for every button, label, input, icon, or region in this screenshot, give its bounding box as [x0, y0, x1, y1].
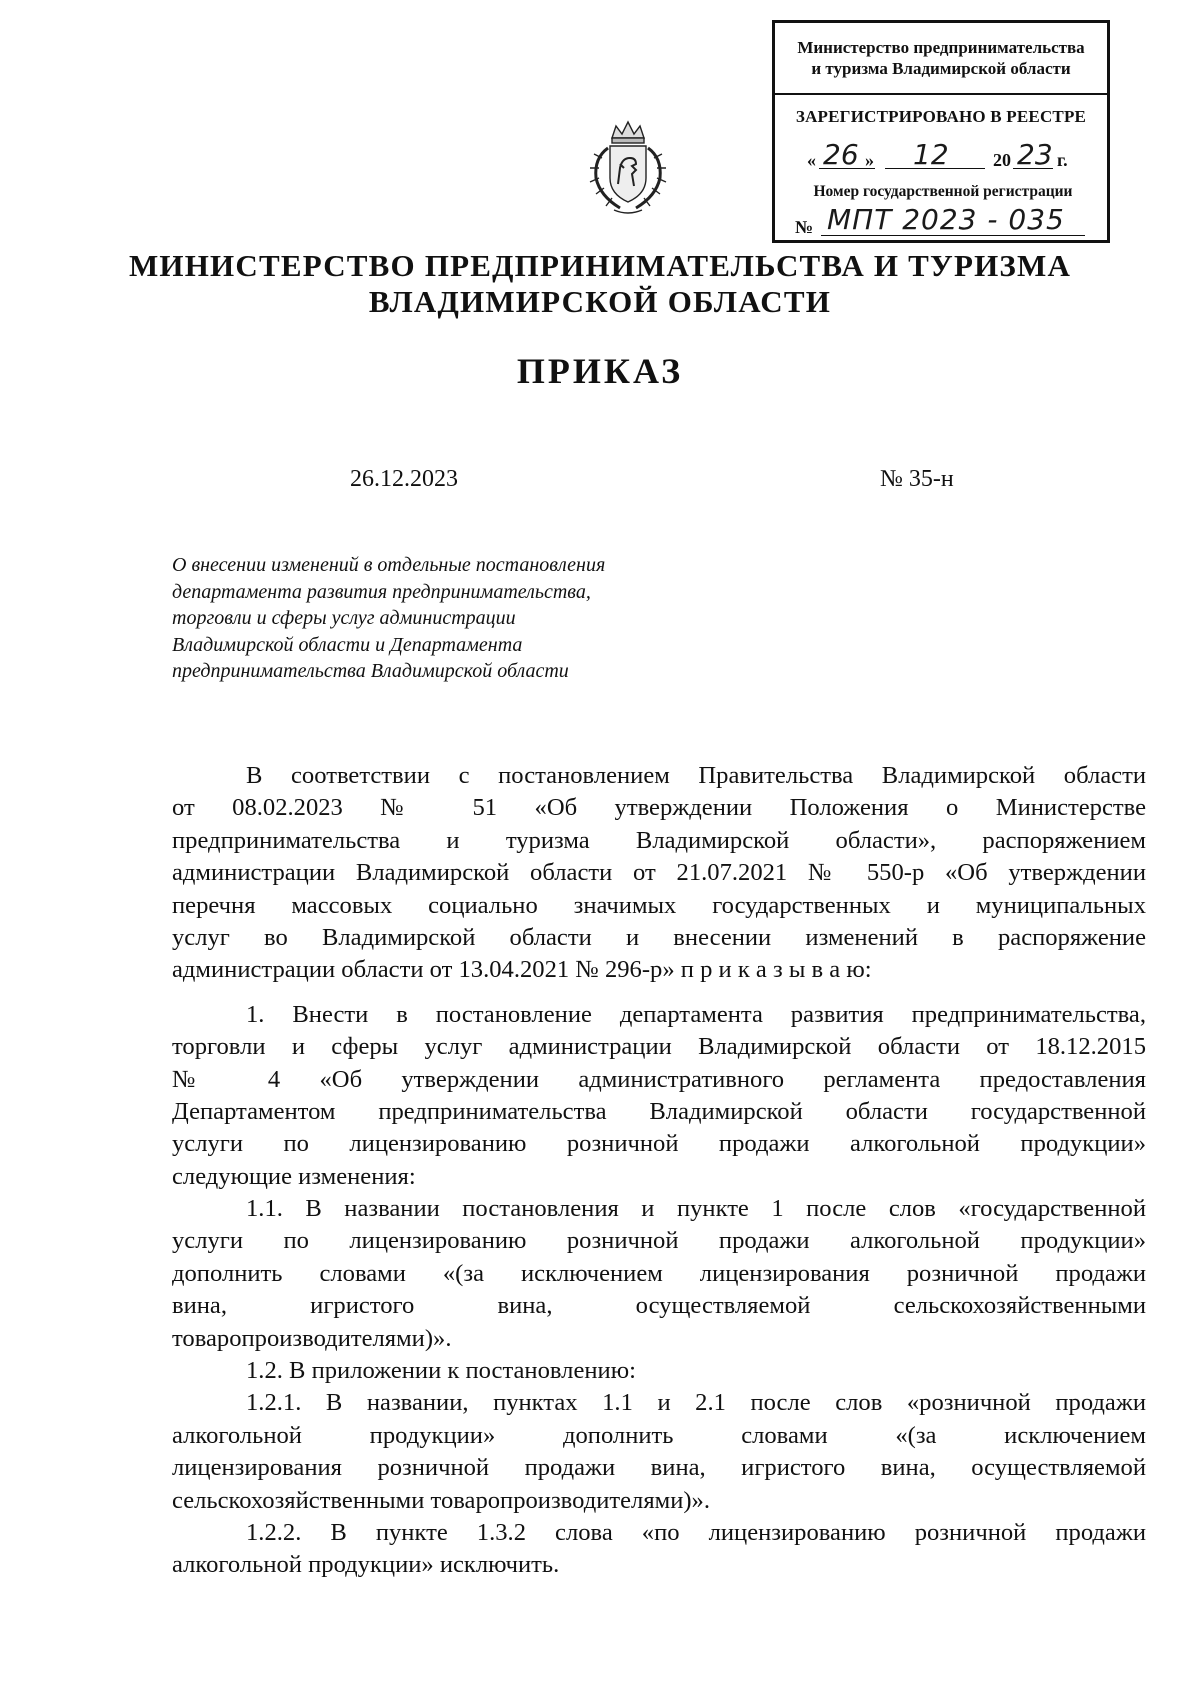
document-type-title: ПРИКАЗ [516, 351, 684, 391]
body-line: администрации области от 13.04.2021 № 296-р» п р и к а з ы в а ю: [172, 956, 872, 984]
body-line: торговли и сферы услуг администрации Владимирской области от 18.12.2015 [172, 1033, 1146, 1061]
body-line: услуги по лицензированию розничной продажи алкогольной продукции» [172, 1130, 1146, 1158]
stamp-year-prefix: 20 [993, 150, 1011, 170]
body-line: 1.1. В названии постановления и пункте 1 после слов «государственной [246, 1195, 1146, 1223]
body-line: сельскохозяйственными товаропроизводителями)». [172, 1486, 710, 1514]
item-1-2-2-paragraph [172, 1517, 1146, 1582]
stamp-year-mark: г. [1057, 150, 1068, 170]
body-line: лицензирования розничной продажи вина, игристого вина, осуществляемой [172, 1454, 1146, 1482]
stamp-number-sign: № [795, 217, 814, 237]
stamp-registered-label: ЗАРЕГИСТРИРОВАНО В РЕЕСТРЕ [795, 107, 1087, 126]
order-body [172, 760, 1146, 1582]
body-line: перечня массовых социально значимых государственных и муниципальных [172, 891, 1146, 919]
item-1-2-paragraph [172, 1355, 1146, 1387]
body-line: вина, игристого вина, осуществляемой сельскохозяйственными [172, 1292, 1146, 1320]
order-date: 26.12.2023 [350, 466, 458, 492]
body-line: предпринимательства и туризма Владимирской области», распоряжением [172, 826, 1146, 854]
body-line: 1.2. В приложении к постановлению: [246, 1357, 636, 1385]
body-line: 1. Внести в постановление департамента развития предпринимательства, [246, 1000, 1146, 1028]
stamp-number-line [789, 203, 1099, 243]
body-line: алкогольной продукции» дополнить словами «(за исключением [172, 1421, 1146, 1449]
stamp-date-line: « 26 » 12 20 23 г. [807, 138, 1068, 171]
body-line: администрации Владимирской области от 21.07.2021 № 550-р «Об утверждении [172, 859, 1146, 887]
preamble-paragraph [172, 760, 1146, 987]
stamp-day: 26 [823, 138, 859, 171]
body-line: алкогольной продукции» исключить. [172, 1551, 560, 1579]
stamp-reg-label: Номер государственной регистрации [813, 183, 1073, 200]
body-line: услуг во Владимирской области и внесении изменений в распоряжение [172, 923, 1146, 951]
subject-line: торговли и сферы услуг администрации [172, 607, 516, 629]
stamp-reg-number: МПТ 2023 - 035 [827, 203, 1065, 236]
body-line: № 4 «Об утверждении административного регламента предоставления [172, 1065, 1146, 1093]
order-number: № 35-н [880, 466, 954, 492]
ministry-title-line-1: МИНИСТЕРСТВО ПРЕДПРИНИМАТЕЛЬСТВА И ТУРИЗМА [128, 248, 1072, 283]
stamp-month: 12 [913, 138, 949, 171]
body-line: услуги по лицензированию розничной продажи алкогольной продукции» [172, 1227, 1146, 1255]
item-1-2-1-paragraph [172, 1387, 1146, 1517]
subject-line: департамента развития предпринимательства, [172, 580, 591, 603]
body-line: дополнить словами «(за исключением лицензирования розничной продажи [172, 1259, 1146, 1287]
body-line: 1.2.2. В пункте 1.3.2 слова «по лицензированию розничной продажи [246, 1518, 1146, 1546]
subject-line: предпринимательства Владимирской области [172, 660, 569, 682]
item-1-1-paragraph [172, 1193, 1146, 1355]
order-subject [172, 552, 732, 685]
subject-line: О внесении изменений в отдельные постановления [172, 554, 606, 576]
item-1-paragraph [172, 999, 1146, 1193]
registration-stamp [772, 20, 1110, 243]
body-line: 1.2.1. В названии, пунктах 1.1 и 2.1 после слов «розничной продажи [246, 1389, 1146, 1417]
body-line: следующие изменения: [172, 1162, 416, 1190]
stamp-org-line-2: и туризма Владимирской области [811, 59, 1071, 78]
coat-of-arms-emblem [580, 118, 676, 218]
body-line: от 08.02.2023 № 51 «Об утверждении Положения о Министерстве [172, 794, 1146, 822]
ministry-title [0, 248, 1200, 320]
body-line: В соответствии с постановлением Правительства Владимирской области [246, 762, 1146, 789]
ministry-title-line-2: ВЛАДИМИРСКОЙ ОБЛАСТИ [368, 284, 832, 319]
body-line: товаропроизводителями)». [172, 1324, 452, 1352]
subject-line: Владимирской области и Департамента [172, 633, 523, 656]
body-line: Департаментом предпринимательства Владимирской области государственной [172, 1097, 1146, 1125]
stamp-year-suffix: 23 [1017, 138, 1053, 171]
stamp-header [775, 23, 1107, 95]
stamp-org-line-1: Министерство предпринимательства [797, 37, 1085, 57]
